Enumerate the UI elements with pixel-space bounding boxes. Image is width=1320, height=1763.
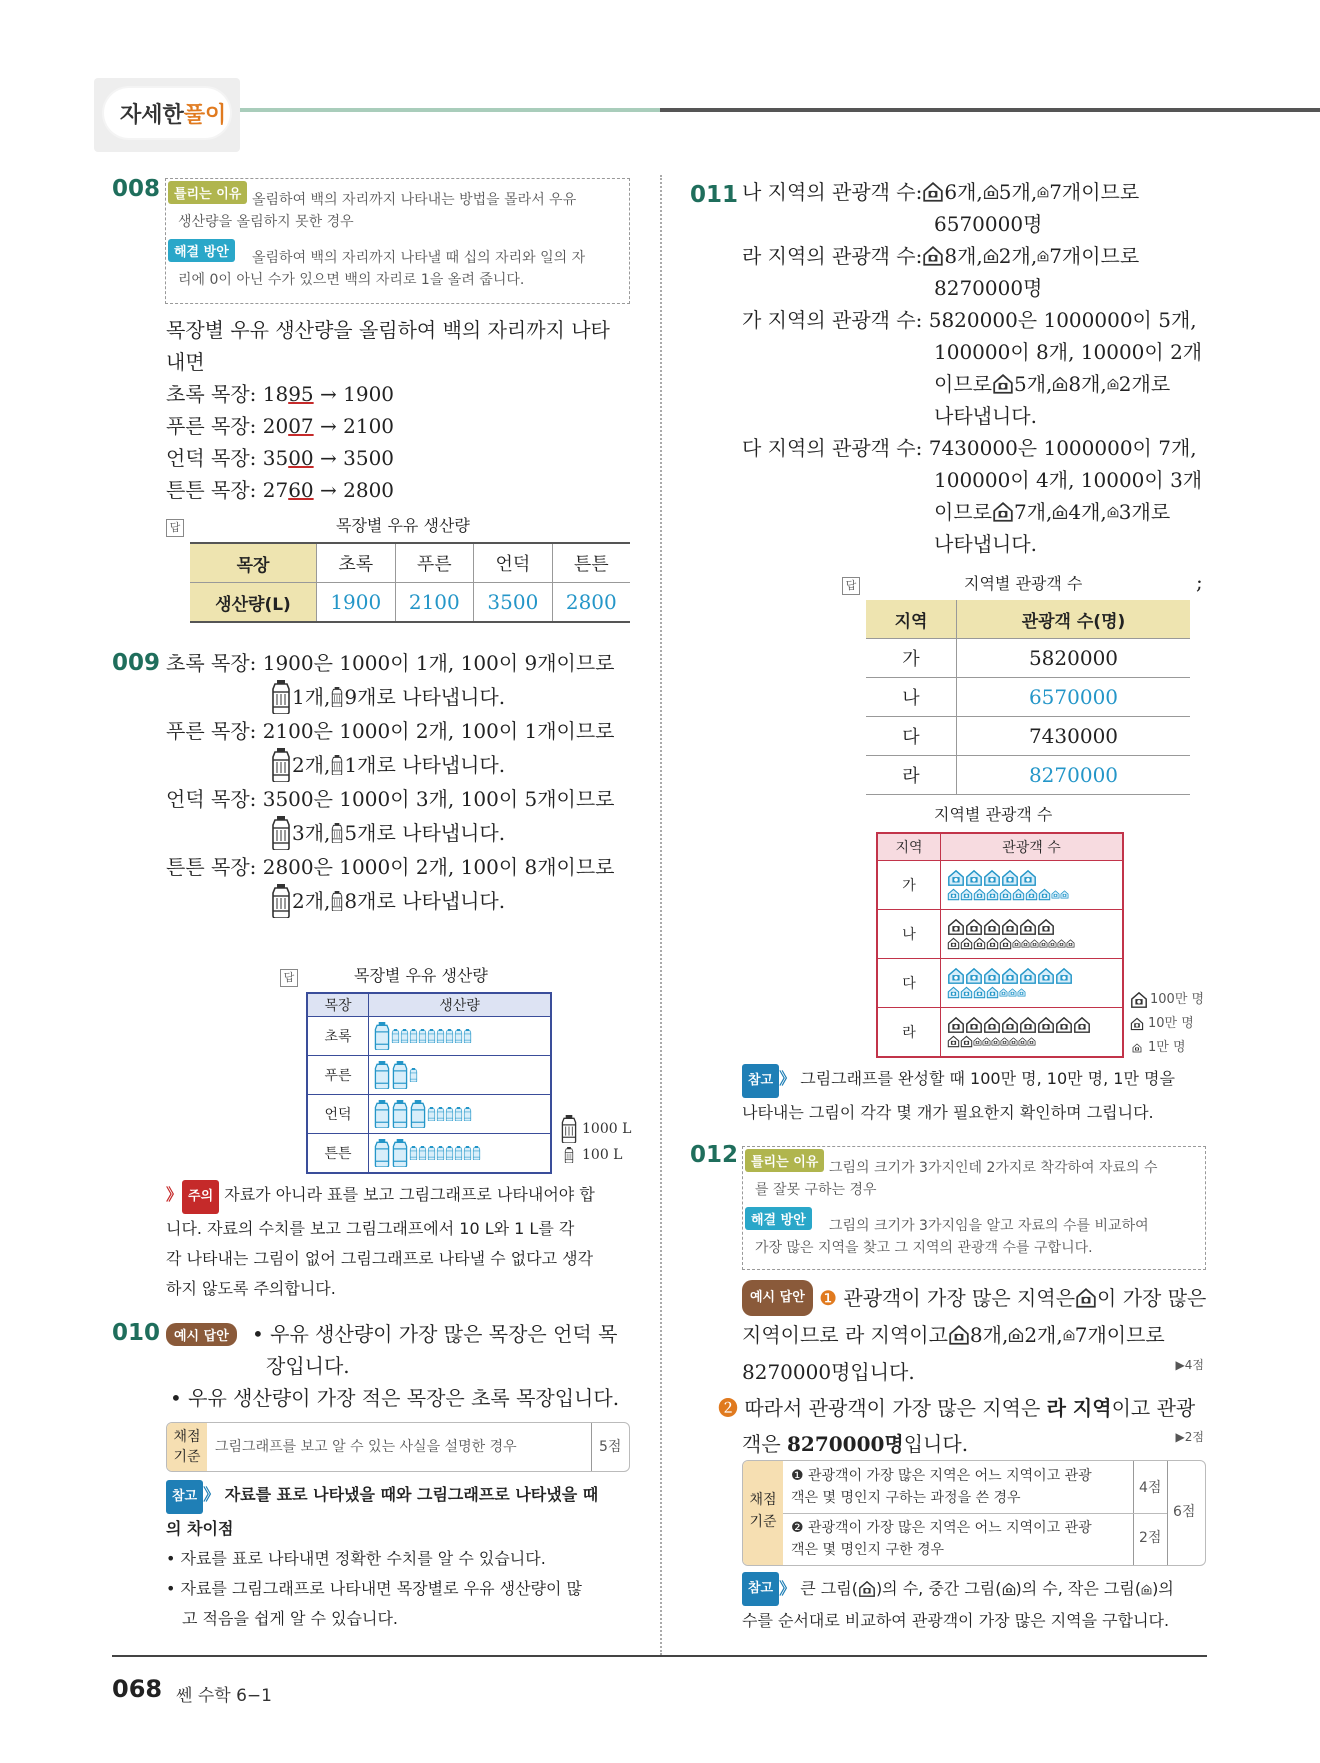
q009-graph-icons — [369, 1056, 552, 1095]
milk-can-large-icon — [373, 1022, 391, 1050]
house-small-icon — [999, 988, 1008, 997]
q011-value: 8270000 — [957, 756, 1191, 795]
house-small-icon — [1027, 1037, 1036, 1046]
house-medium-icon — [983, 184, 999, 200]
q012-solve-1: 그림의 크기가 3가지임을 알고 자료의 수를 비교하여 — [829, 1218, 1149, 1234]
q012-solve-2: 가장 많은 지역을 찾고 그 지역의 관광객 수를 구합니다. — [755, 1240, 1093, 1256]
house-large-icon — [947, 1016, 965, 1034]
q011-graph-region: 다 — [877, 959, 941, 1008]
q012-crit-1-score: 4점 — [1139, 1480, 1162, 1496]
house-large-icon — [983, 1016, 1001, 1034]
house-large-icon — [947, 967, 965, 985]
q009-note-line: 하지 않도록 주의합니다. — [166, 1279, 336, 1298]
milk-can-large-icon — [560, 1115, 578, 1143]
q011-number: 011 — [690, 182, 739, 208]
q011-value: 5820000 — [957, 639, 1191, 678]
house-small-icon — [1051, 890, 1060, 899]
q012-wrong-tag: 틀리는 이유 — [745, 1149, 824, 1172]
q012-tag: 예시 답안 — [742, 1280, 813, 1316]
house-large-icon — [1055, 967, 1073, 985]
house-small-icon — [1018, 1037, 1027, 1046]
q009-line: 언덕 목장: 3500은 1000이 3개, 100이 5개이므로 — [166, 787, 615, 811]
house-large-icon — [965, 1016, 983, 1034]
book-title: 쎈 수학 6−1 — [176, 1686, 272, 1706]
q012-hint-box — [742, 1146, 1206, 1270]
house-medium-icon — [1130, 1017, 1144, 1031]
q011-graph-region: 나 — [877, 910, 941, 959]
q009-legend-small: 100 L — [582, 1147, 623, 1163]
milk-can-large-icon — [270, 884, 292, 918]
milk-can-large-icon — [373, 1139, 391, 1167]
milk-can-large-icon — [409, 1100, 427, 1128]
q009-graph-farm: 초록 — [307, 1017, 369, 1056]
house-large-icon — [1037, 967, 1055, 985]
q009-legend — [560, 1114, 631, 1166]
house-medium-icon — [1038, 888, 1051, 901]
house-small-icon — [1048, 939, 1057, 948]
q009-graph-icons — [369, 1134, 552, 1174]
q009-graph-farm: 푸른 — [307, 1056, 369, 1095]
house-large-icon — [965, 918, 983, 936]
q011-graph-title: 지역별 관광객 수 — [934, 805, 1053, 824]
house-small-icon — [1066, 939, 1075, 948]
milk-can-small-icon — [400, 1029, 409, 1043]
q008-body-1: 목장별 우유 생산량을 올림하여 백의 자리까지 나타 — [166, 318, 610, 342]
q009-picture-graph — [306, 992, 552, 1174]
house-medium-icon — [986, 937, 999, 950]
q011-legend: 100만 명 10만 명 1만 명 — [1130, 988, 1204, 1060]
q011-value: 7430000 — [957, 717, 1191, 756]
milk-can-small-icon — [409, 1029, 418, 1043]
q008-wrong-text-1: 올림하여 백의 자리까지 나타내는 방법을 몰라서 우유 — [252, 192, 577, 208]
milk-can-small-icon — [391, 1029, 400, 1043]
q009-graph-farm: 언덕 — [307, 1095, 369, 1134]
q009-line: 3개, 5개로 나타냅니다. — [166, 816, 615, 850]
q010-crit-text: 그림그래프를 보고 알 수 있는 사실을 설명한 경우 — [215, 1439, 517, 1455]
milk-can-large-icon — [391, 1139, 409, 1167]
house-large-icon — [1019, 967, 1037, 985]
house-large-icon — [965, 967, 983, 985]
q008-wrong-text-2: 생산량을 올림하지 못한 경우 — [178, 214, 354, 230]
house-large-icon — [948, 1324, 970, 1346]
house-medium-icon — [1052, 504, 1068, 520]
q011-ga-line: 100000이 8개, 10000이 2개 — [934, 340, 1203, 364]
milk-can-large-icon — [270, 816, 292, 850]
milk-can-small-icon — [463, 1146, 472, 1160]
q011-region: 라 — [902, 766, 920, 787]
q011-region: 가 — [902, 649, 920, 670]
q009-graph-farm: 튼튼 — [307, 1134, 369, 1174]
q008-td: 1900 — [317, 583, 396, 623]
header-rule-dark — [660, 108, 1320, 112]
house-large-icon — [858, 1580, 876, 1598]
q012-s1-score: ▶4점 — [1175, 1358, 1204, 1372]
q012-number: 012 — [690, 1142, 739, 1168]
q010-ref-tag: 참고 — [166, 1480, 203, 1514]
house-small-icon — [1000, 1037, 1009, 1046]
house-small-icon — [1008, 988, 1017, 997]
milk-can-small-icon — [560, 1147, 578, 1163]
q012-crit-2: 객은 몇 명인지 구한 경우 — [791, 1542, 945, 1558]
q008-answer-mark: 답 — [166, 519, 184, 537]
q011-ga-line: 가 지역의 관광객 수: 5820000은 1000000이 5개, — [742, 308, 1197, 332]
q012-reference: 참고 》 큰 그림( )의 수, 중간 그림( )의 수, 작은 그림( )의 수를 순서대로 비교하여 관광객이 가장 많은 지역을 구합니다. — [742, 1572, 1174, 1636]
q011-region: 다 — [902, 727, 920, 748]
q011-answer-mark: 답 — [842, 577, 860, 595]
house-large-icon — [922, 245, 944, 267]
q012-crit-1: ❶ 관광객이 가장 많은 지역은 어느 지역이고 관광 — [791, 1468, 1092, 1484]
q009-line: 2개, 8개로 나타냅니다. — [166, 884, 615, 918]
house-medium-icon — [999, 937, 1012, 950]
q008-solve-text-1: 올림하여 백의 자리까지 나타낼 때 십의 자리와 일의 자 — [252, 250, 586, 266]
house-large-icon — [965, 869, 983, 887]
q009-graph-header: 목장 — [307, 993, 369, 1017]
milk-can-small-icon — [445, 1029, 454, 1043]
milk-can-small-icon — [472, 1146, 481, 1160]
house-medium-icon — [1002, 1582, 1016, 1596]
milk-can-large-icon — [270, 680, 292, 714]
q008-solve-tag: 해결 방안 — [168, 239, 235, 262]
q009-graph-row — [307, 1095, 551, 1134]
q008-line: 초록 목장: 1895 → 1900 — [166, 382, 395, 406]
house-large-icon — [1019, 918, 1037, 936]
milk-can-small-icon — [436, 1146, 445, 1160]
q008-answer-table — [190, 542, 630, 623]
q008-table-title: 목장별 우유 생산량 — [336, 516, 470, 535]
q009-number: 009 — [112, 650, 161, 676]
q011-graph-region: 가 — [877, 861, 941, 910]
header-logo — [94, 78, 240, 152]
q012-crit-2: ❷ 관광객이 가장 많은 지역은 어느 지역이고 관광 — [791, 1520, 1092, 1536]
milk-can-small-icon — [445, 1107, 454, 1121]
house-medium-icon — [973, 888, 986, 901]
q011-table-row — [866, 756, 1190, 795]
q009-graph-icons — [369, 1095, 552, 1134]
house-large-icon — [983, 918, 1001, 936]
house-small-icon — [1039, 939, 1048, 948]
house-small-icon — [1009, 1037, 1018, 1046]
q008-th: 목장 — [190, 543, 317, 583]
house-small-icon — [1017, 988, 1026, 997]
q011-graph-header: 지역 — [877, 833, 941, 861]
q011-table-row — [866, 717, 1190, 756]
house-large-icon — [1037, 1016, 1055, 1034]
house-large-icon — [947, 869, 965, 887]
house-large-icon — [1037, 918, 1055, 936]
house-medium-icon — [986, 888, 999, 901]
q008-th: 초록 — [317, 543, 396, 583]
q009-graph-row — [307, 1056, 551, 1095]
house-large-icon — [1019, 869, 1037, 887]
milk-can-small-icon — [427, 1146, 436, 1160]
house-medium-icon — [947, 986, 960, 999]
q008-th: 언덕 — [474, 543, 553, 583]
milk-can-small-icon — [436, 1029, 445, 1043]
house-large-icon — [1075, 1287, 1097, 1309]
house-large-icon — [1001, 1016, 1019, 1034]
q012-criteria-box — [742, 1460, 1206, 1566]
house-small-icon — [1037, 186, 1049, 198]
q012-crit-1: 객은 몇 명인지 구하는 과정을 쓴 경우 — [791, 1490, 1021, 1506]
q011-table-title: 지역별 관광객 수 — [964, 574, 1083, 593]
q012-ref-tag: 참고 — [742, 1572, 779, 1606]
q009-note-line: 니다. 자료의 수치를 보고 그림그래프에서 10 L와 1 L를 각 — [166, 1219, 575, 1238]
milk-can-small-icon — [418, 1029, 427, 1043]
q009-explanation — [166, 646, 615, 918]
house-small-icon — [1037, 250, 1049, 262]
milk-can-small-icon — [330, 823, 344, 843]
house-medium-icon — [973, 986, 986, 999]
q008-rounding-lines — [166, 378, 394, 506]
q011-answer-table — [866, 600, 1190, 795]
q012-s2-score: ▶2점 — [1175, 1430, 1204, 1444]
q009-line: 튼튼 목장: 2800은 1000이 2개, 100이 8개이므로 — [166, 855, 615, 879]
milk-can-small-icon — [454, 1146, 463, 1160]
house-large-icon — [1001, 869, 1019, 887]
milk-can-small-icon — [445, 1146, 454, 1160]
q009-graph-header: 생산량 — [369, 993, 552, 1017]
milk-can-large-icon — [373, 1100, 391, 1128]
q011-graph-row — [877, 861, 1123, 910]
house-large-icon — [983, 967, 1001, 985]
house-medium-icon — [1008, 1327, 1024, 1343]
q011-graph-icons — [941, 861, 1124, 910]
house-medium-icon — [947, 1035, 960, 1048]
q011-region: 나 — [902, 688, 920, 709]
q011-graph-row — [877, 910, 1123, 959]
house-small-icon — [982, 1037, 991, 1046]
q010-bullet-2: • 우유 생산량이 가장 적은 목장은 초록 목장입니다. — [170, 1386, 620, 1410]
q008-solve-text-2: 리에 0이 아닌 수가 있으면 백의 자리로 1을 올려 줍니다. — [178, 272, 525, 288]
q011-picture-graph — [876, 832, 1124, 1058]
milk-can-large-icon — [391, 1061, 409, 1089]
q011-ga-line: 나타냅니다. — [934, 404, 1037, 428]
milk-can-small-icon — [454, 1107, 463, 1121]
q011-da-line: 다 지역의 관광객 수: 7430000은 1000000이 7개, — [742, 436, 1197, 460]
house-large-icon — [1001, 967, 1019, 985]
house-medium-icon — [999, 888, 1012, 901]
q008-line: 튼튼 목장: 2760 → 2800 — [166, 478, 395, 502]
q009-line: 2개, 1개로 나타냅니다. — [166, 748, 615, 782]
q011-da-line: 나타냅니다. — [934, 532, 1037, 556]
milk-can-small-icon — [427, 1107, 436, 1121]
q010-crit-score: 5점 — [599, 1439, 622, 1455]
milk-can-large-icon — [391, 1100, 409, 1128]
house-large-icon — [983, 869, 1001, 887]
q009-note-tag: 주의 — [182, 1180, 219, 1214]
house-medium-icon — [1012, 888, 1025, 901]
q012-ref-line: 수를 순서대로 비교하여 관광객이 가장 많은 지역을 구합니다. — [742, 1611, 1170, 1630]
q011-graph-header: 관광객 수 — [941, 833, 1124, 861]
q009-answer-mark: 답 — [280, 969, 298, 987]
house-medium-icon — [1025, 888, 1038, 901]
q010-ref-title-2: 의 차이점 — [166, 1519, 234, 1538]
q010-ref-bullet: 고 적음을 쉽게 알 수 있습니다. — [182, 1609, 398, 1628]
q010-ref-bullet: • 자료를 표로 나타내면 정확한 수치를 알 수 있습니다. — [166, 1549, 546, 1568]
q008-value-label: 생산량(L) — [190, 583, 317, 623]
milk-can-small-icon — [330, 687, 344, 707]
house-small-icon — [973, 1037, 982, 1046]
milk-can-small-icon — [463, 1107, 472, 1121]
milk-can-small-icon — [454, 1029, 463, 1043]
q009-note-line: 각 나타내는 그림이 없어 그림그래프로 나타낼 수 없다고 생각 — [166, 1249, 594, 1268]
q011-ref-tag: 참고 — [742, 1064, 779, 1098]
footer-rule — [112, 1655, 1207, 1657]
q008-number: 008 — [112, 176, 161, 202]
q009-note: 》 주의 자료가 아니라 표를 보고 그림그래프로 나타내어야 합 니다. 자료의 수치를 보고 그림그래프에서 10 L와 1 L를 각 각 나타내는 그림이 없어 그림그래프로 나타낼 수 없다고 생각 하지 않도록 주의합니다. — [166, 1180, 595, 1304]
milk-can-large-icon — [270, 748, 292, 782]
q011-graph-region: 라 — [877, 1008, 941, 1058]
q008-td: 2100 — [395, 583, 474, 623]
milk-can-small-icon — [330, 755, 344, 775]
q008-wrong-tag: 틀리는 이유 — [168, 181, 247, 204]
q010-crit-label: 채점 기준 — [167, 1423, 207, 1472]
house-medium-icon — [947, 888, 960, 901]
q012-answer: 예시 답안 ❶ 관광객이 가장 많은 지역은 이 가장 많은 지역이므로 라 지역이고 8개, 2개, 7개이므로 8270000명입니다. ▶4점 ❷ 따라서 관광객이 가장 많은 지역은 라 지역이고 관광 객은 8270000명입니다. ▶2점 — [742, 1280, 1206, 1462]
house-small-icon — [1132, 1043, 1142, 1053]
q012-wrong-1: 그림의 크기가 3가지인데 2가지로 착각하여 자료의 수 — [829, 1160, 1158, 1176]
q008-th: 푸른 — [395, 543, 474, 583]
house-large-icon — [1055, 1016, 1073, 1034]
house-small-icon — [1012, 939, 1021, 948]
q012-wrong-2: 를 잘못 구하는 경우 — [755, 1182, 877, 1198]
q009-graph-row — [307, 1017, 551, 1056]
q011-semicolon: ; — [1196, 570, 1203, 594]
house-medium-icon — [986, 986, 999, 999]
q011-graph-row — [877, 1008, 1123, 1058]
q012-crit-2-score: 2점 — [1139, 1530, 1162, 1546]
page-number: 068 — [112, 1675, 163, 1703]
q011-graph-icons — [941, 910, 1124, 959]
house-small-icon — [1107, 378, 1119, 390]
house-large-icon — [947, 918, 965, 936]
q011-table-row — [866, 639, 1190, 678]
q010-reference: 참고 》 자료를 표로 나타냈을 때와 그림그래프로 나타냈을 때 의 차이점 • 자료를 표로 나타내면 정확한 수치를 알 수 있습니다. • 자료를 그림그래프로 나타내면 목장별로 우유 생산량이 많 고 적음을 쉽게 알 수 있습니다. — [166, 1480, 598, 1634]
house-large-icon — [922, 181, 944, 203]
house-small-icon — [1063, 1329, 1075, 1341]
milk-can-small-icon — [463, 1029, 472, 1043]
house-small-icon — [1057, 939, 1066, 948]
q011-th: 지역 — [866, 600, 957, 639]
q009-line: 1개, 9개로 나타냅니다. — [166, 680, 615, 714]
q011-graph-row — [877, 959, 1123, 1008]
column-divider — [660, 175, 662, 1655]
header-rule-green — [240, 108, 660, 112]
q010-bullet-1b: 장입니다. — [266, 1354, 350, 1378]
house-large-icon — [1019, 1016, 1037, 1034]
house-large-icon — [992, 501, 1014, 523]
q009-line: 초록 목장: 1900은 1000이 1개, 100이 9개이므로 — [166, 651, 615, 675]
house-small-icon — [991, 1037, 1000, 1046]
q010-tag: 예시 답안 — [166, 1323, 237, 1346]
q012-crit-label: 채점 기준 — [743, 1461, 783, 1565]
q011-graph-icons — [941, 1008, 1124, 1058]
house-small-icon — [1141, 1584, 1152, 1595]
house-large-icon — [992, 373, 1014, 395]
house-medium-icon — [960, 888, 973, 901]
q011-explanation: 나 지역의 관광객 수: 6개, 5개, 7개이므로 6570000명 라 지역의 관광객 수: 8개, 2개, 7개이므로 8270000명 가 지역의 관광객 수: 5820000은 1000000이 5개, 100000이 8개, 10000이 2개 이므로 5개, 8개, 2개로 나타냅니다. 다 지역의 관광객 수: 7430000은 1000000이 7개, 100000이 4개, 10000이 3개 이므로 7개, 4개, 3개로 나타냅니다. — [742, 176, 1202, 560]
milk-can-small-icon — [330, 891, 344, 911]
q009-graph-icons — [369, 1017, 552, 1056]
q008-th: 튼튼 — [552, 543, 630, 583]
house-large-icon — [1001, 918, 1019, 936]
house-medium-icon — [973, 937, 986, 950]
house-medium-icon — [960, 937, 973, 950]
house-small-icon — [1107, 506, 1119, 518]
house-small-icon — [1060, 890, 1069, 899]
milk-can-small-icon — [418, 1146, 427, 1160]
q011-ra-result: 8270000명 — [934, 276, 1043, 300]
house-large-icon — [1073, 1016, 1091, 1034]
house-small-icon — [1030, 939, 1039, 948]
q010-bullet-1a: • 우유 생산량이 가장 많은 목장은 언덕 목 — [252, 1322, 618, 1346]
house-medium-icon — [960, 1035, 973, 1048]
q009-graph-title: 목장별 우유 생산량 — [354, 966, 488, 985]
q011-value: 6570000 — [957, 678, 1191, 717]
milk-can-small-icon — [436, 1107, 445, 1121]
milk-can-large-icon — [373, 1061, 391, 1089]
q011-na-result: 6570000명 — [934, 212, 1043, 236]
q011-table-row — [866, 678, 1190, 717]
milk-can-small-icon — [427, 1029, 436, 1043]
q012-solve-tag: 해결 방안 — [745, 1207, 812, 1230]
house-medium-icon — [983, 248, 999, 264]
q011-da-line: 100000이 4개, 10000이 3개 — [934, 468, 1203, 492]
q008-body-2: 내면 — [166, 350, 205, 374]
q011-graph-icons — [941, 959, 1124, 1008]
logo-text-b: 풀이 — [183, 103, 227, 128]
house-medium-icon — [960, 986, 973, 999]
house-medium-icon — [1052, 376, 1068, 392]
house-large-icon — [1130, 991, 1148, 1009]
q011-ref-line: 나타내는 그림이 각각 몇 개가 필요한지 확인하며 그립니다. — [742, 1103, 1154, 1122]
milk-can-small-icon — [409, 1068, 418, 1082]
q011-reference: 참고 》 그림그래프를 완성할 때 100만 명, 10만 명, 1만 명을 나타내는 그림이 각각 몇 개가 필요한지 확인하며 그립니다. — [742, 1064, 1175, 1128]
q010-criteria-box — [166, 1422, 630, 1472]
q010-number: 010 — [112, 1320, 161, 1346]
q008-line: 푸른 목장: 2007 → 2100 — [166, 414, 395, 438]
logo-text-a: 자세한 — [120, 103, 184, 128]
q009-graph-row — [307, 1134, 551, 1174]
q008-line: 언덕 목장: 3500 → 3500 — [166, 446, 395, 470]
q009-legend-big: 1000 L — [582, 1121, 632, 1137]
milk-can-small-icon — [409, 1146, 418, 1160]
q012-crit-total: 6점 — [1173, 1504, 1196, 1520]
q009-line: 푸른 목장: 2100은 1000이 2개, 100이 1개이므로 — [166, 719, 615, 743]
q008-hint-box — [165, 178, 630, 304]
q008-td: 3500 — [474, 583, 553, 623]
house-medium-icon — [947, 937, 960, 950]
house-small-icon — [1021, 939, 1030, 948]
q008-td: 2800 — [552, 583, 630, 623]
q011-th: 관광객 수(명) — [957, 600, 1191, 639]
q010-ref-bullet: • 자료를 그림그래프로 나타내면 목장별로 우유 생산량이 많 — [166, 1579, 582, 1598]
